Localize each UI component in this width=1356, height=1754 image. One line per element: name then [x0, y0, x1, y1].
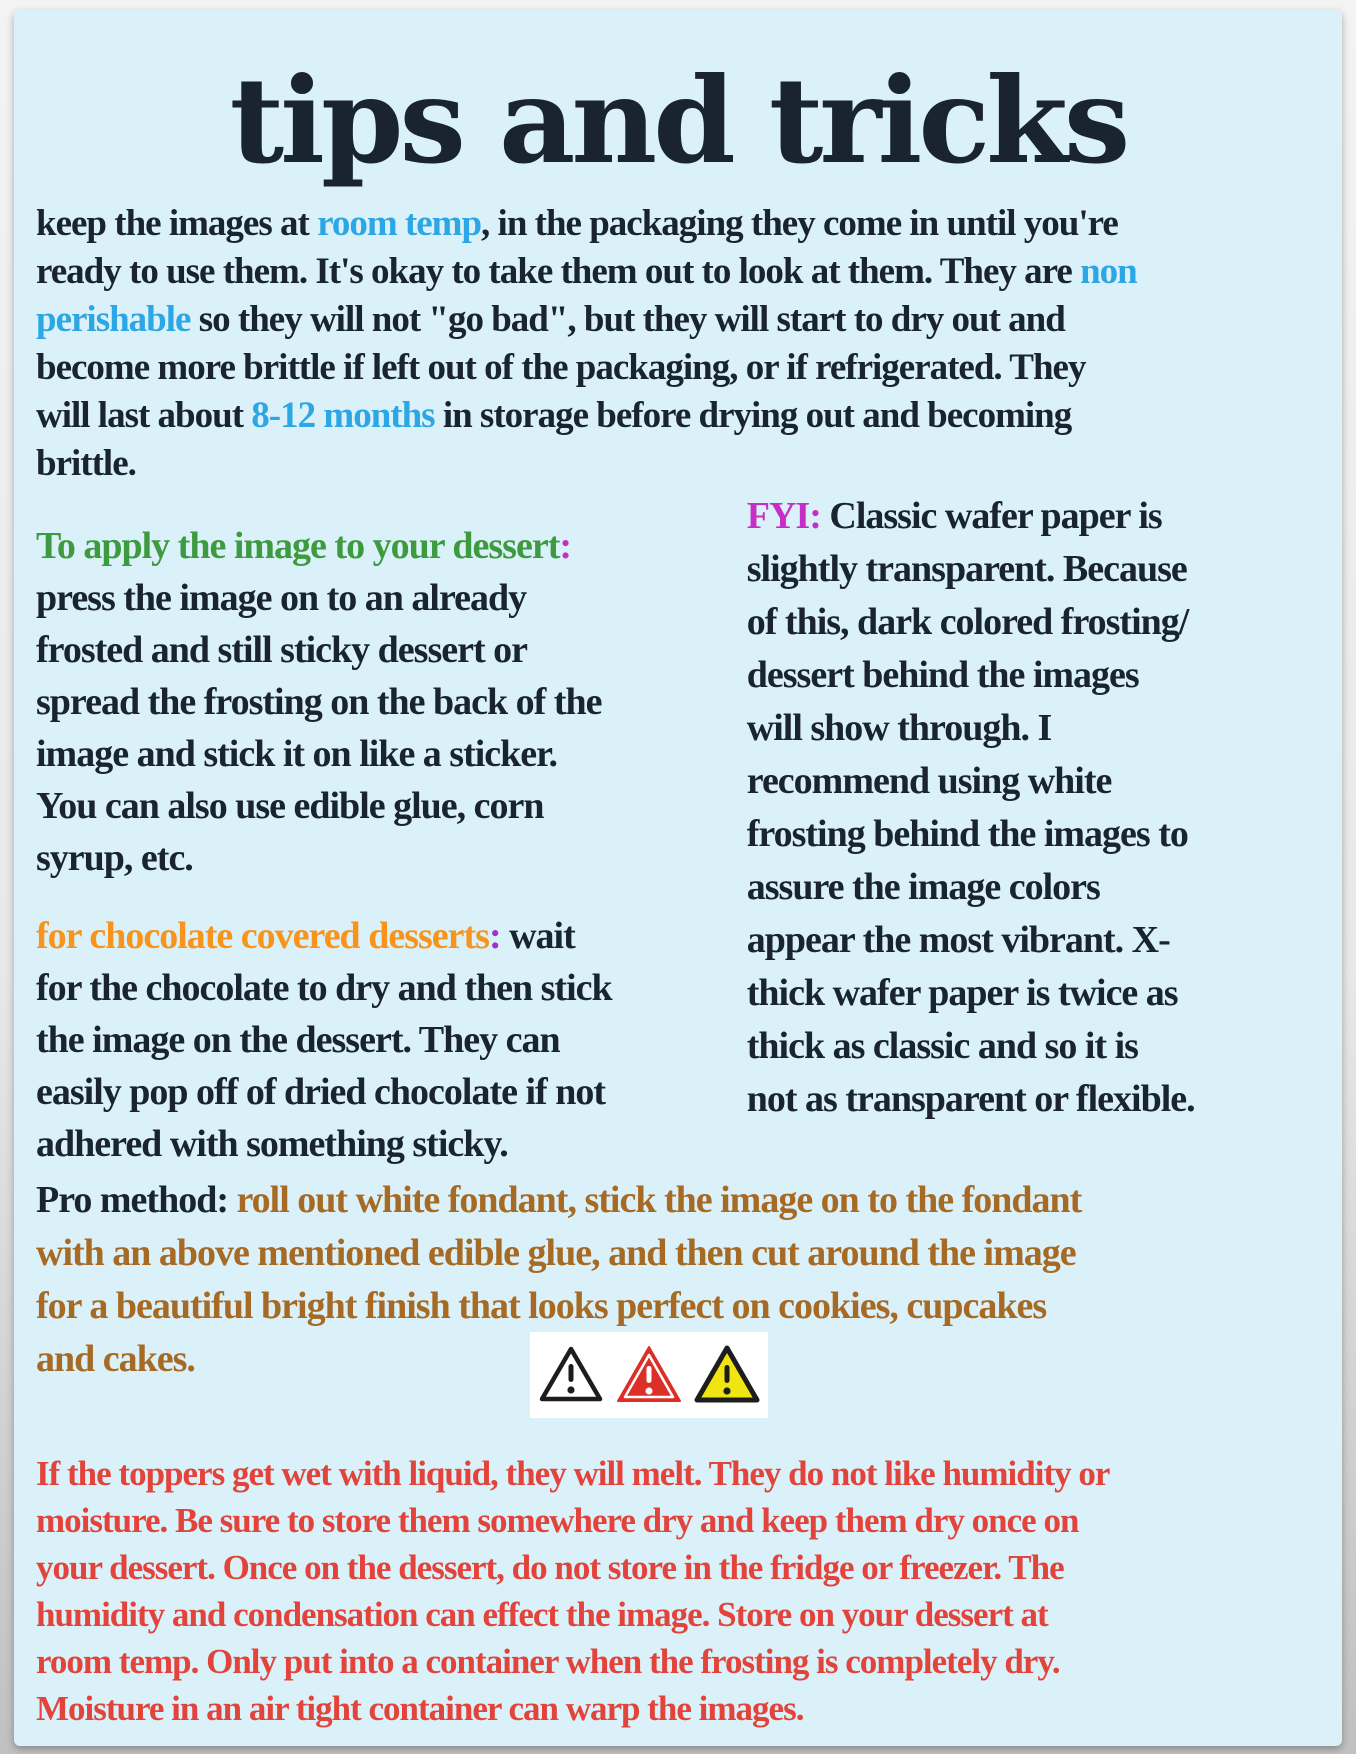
text-segment: To apply the image to your dessert — [36, 525, 560, 567]
fyi-paragraph — [747, 490, 1320, 1126]
text-line — [36, 572, 733, 624]
text-line — [36, 344, 1320, 392]
text-segment: so they will not "go bad", but they will start to dry out and — [190, 299, 1065, 340]
text-line — [36, 780, 733, 832]
text-line — [36, 248, 1320, 296]
text-line — [36, 832, 733, 884]
text-segment: recommend using white — [746, 760, 1112, 802]
text-segment: press the image on to an already — [36, 577, 527, 619]
text-segment: 8-12 months — [251, 395, 435, 436]
text-segment: frosting behind the images to — [746, 813, 1188, 855]
text-segment: syrup, etc. — [36, 837, 193, 879]
left-column — [36, 490, 733, 1170]
text-segment: room temp. Only put into a container when the frosting is completely dry. — [36, 1642, 1060, 1681]
text-segment: Pro method: — [36, 1179, 237, 1221]
text-segment: keep the images at — [36, 203, 318, 244]
text-segment: assure the image colors — [746, 866, 1100, 908]
text-line — [747, 808, 1320, 861]
text-segment: the image on the dessert. They can — [36, 1019, 560, 1061]
text-line — [36, 910, 733, 962]
warning-triangle-yellow-icon — [694, 1344, 760, 1406]
text-line — [36, 728, 733, 780]
text-line — [747, 649, 1320, 702]
text-segment: , in the packaging they come in until you're — [481, 203, 1118, 244]
text-line — [36, 1227, 1320, 1280]
text-line — [36, 440, 1320, 488]
chocolate-desserts-paragraph — [36, 910, 733, 1170]
text-segment: will last about — [36, 395, 252, 436]
text-segment: with an above mentioned edible glue, and then cut around the image — [36, 1232, 1076, 1274]
text-segment: slightly transparent. Because — [746, 548, 1187, 590]
text-line — [36, 1685, 1320, 1732]
text-segment: in storage before drying out and becoming — [434, 395, 1072, 436]
text-segment: will show through. I — [746, 707, 1052, 749]
text-line — [36, 1638, 1320, 1685]
text-segment: for a beautiful bright finish that looks perfect on cookies, cupcakes — [36, 1285, 1047, 1327]
text-segment: Classic wafer paper is — [820, 495, 1162, 537]
text-line — [36, 200, 1320, 248]
text-segment: image and stick it on like a sticker. — [36, 733, 558, 775]
text-line — [36, 1174, 1320, 1227]
text-segment: perishable — [36, 299, 191, 340]
text-segment: If the toppers get wet with liquid, they will melt. They do not like humidity or — [36, 1454, 1110, 1493]
text-segment: You can also use edible glue, corn — [36, 785, 544, 827]
text-segment: and cakes. — [36, 1338, 195, 1380]
text-line — [36, 1591, 1320, 1638]
text-segment: Moisture in an air tight container can warp the images. — [36, 1689, 804, 1728]
text-line — [36, 1280, 1320, 1333]
text-segment: wait — [500, 915, 575, 957]
text-line — [36, 1014, 733, 1066]
text-segment: become more brittle if left out of the packaging, or if refrigerated. They — [36, 347, 1086, 388]
text-segment: thick wafer paper is twice as — [746, 972, 1178, 1014]
text-line — [747, 914, 1320, 967]
text-line — [747, 702, 1320, 755]
text-line — [747, 543, 1320, 596]
two-column-section — [36, 490, 1320, 1170]
text-segment: : — [559, 525, 572, 567]
text-segment: for chocolate covered desserts — [36, 915, 489, 957]
apply-instructions-paragraph — [36, 520, 733, 884]
text-segment: thick as classic and so it is — [746, 1025, 1138, 1067]
text-segment: adhered with something sticky. — [36, 1123, 508, 1165]
text-line — [747, 1073, 1320, 1126]
text-segment: moisture. Be sure to store them somewhere dry and keep them dry once on — [36, 1501, 1079, 1540]
text-segment: : — [488, 915, 501, 957]
text-line — [747, 1020, 1320, 1073]
page-title: tips and tricks — [229, 51, 1127, 190]
text-line — [36, 392, 1320, 440]
text-line — [747, 755, 1320, 808]
text-line — [747, 596, 1320, 649]
text-line — [36, 1066, 733, 1118]
text-segment: room temp — [317, 203, 482, 244]
text-line — [36, 676, 733, 728]
text-line — [747, 861, 1320, 914]
text-segment: not as transparent or flexible. — [746, 1078, 1195, 1120]
warning-triangle-red-icon — [616, 1344, 682, 1406]
text-line — [36, 1450, 1320, 1497]
text-line — [36, 962, 733, 1014]
flyer-card — [14, 10, 1342, 1746]
warning-icons-strip — [530, 1332, 768, 1418]
text-segment: your dessert. Once on the dessert, do not store in the fridge or freezer. The — [36, 1548, 1064, 1587]
text-segment: FYI: — [746, 495, 821, 537]
text-line — [747, 490, 1320, 543]
storage-intro-paragraph — [36, 200, 1320, 488]
text-line — [36, 624, 733, 676]
text-segment: non — [1080, 251, 1137, 292]
text-line — [36, 520, 733, 572]
text-segment: spread the frosting on the back of the — [36, 681, 602, 723]
text-line — [36, 1118, 733, 1170]
text-line — [36, 1544, 1320, 1591]
text-segment: easily pop off of dried chocolate if not — [36, 1071, 606, 1113]
text-segment: of this, dark colored frosting/ — [746, 601, 1189, 643]
warning-triangle-outline-icon — [538, 1344, 604, 1406]
text-segment: roll out white fondant, stick the image on to the fondant — [236, 1179, 1082, 1221]
text-line — [36, 1497, 1320, 1544]
moisture-warning-paragraph — [36, 1450, 1320, 1732]
text-segment: dessert behind the images — [746, 654, 1139, 696]
text-segment: humidity and condensation can effect the image. Store on your dessert at — [36, 1595, 1048, 1634]
text-line — [36, 296, 1320, 344]
text-segment: ready to use them. It's okay to take them out to look at them. They are — [36, 251, 1081, 292]
right-column — [747, 490, 1320, 1170]
text-segment: for the chocolate to dry and then stick — [36, 967, 612, 1009]
text-line — [747, 967, 1320, 1020]
text-segment: brittle. — [36, 443, 136, 484]
text-segment: frosted and still sticky dessert or — [36, 629, 527, 671]
text-segment: appear the most vibrant. X- — [746, 919, 1170, 961]
